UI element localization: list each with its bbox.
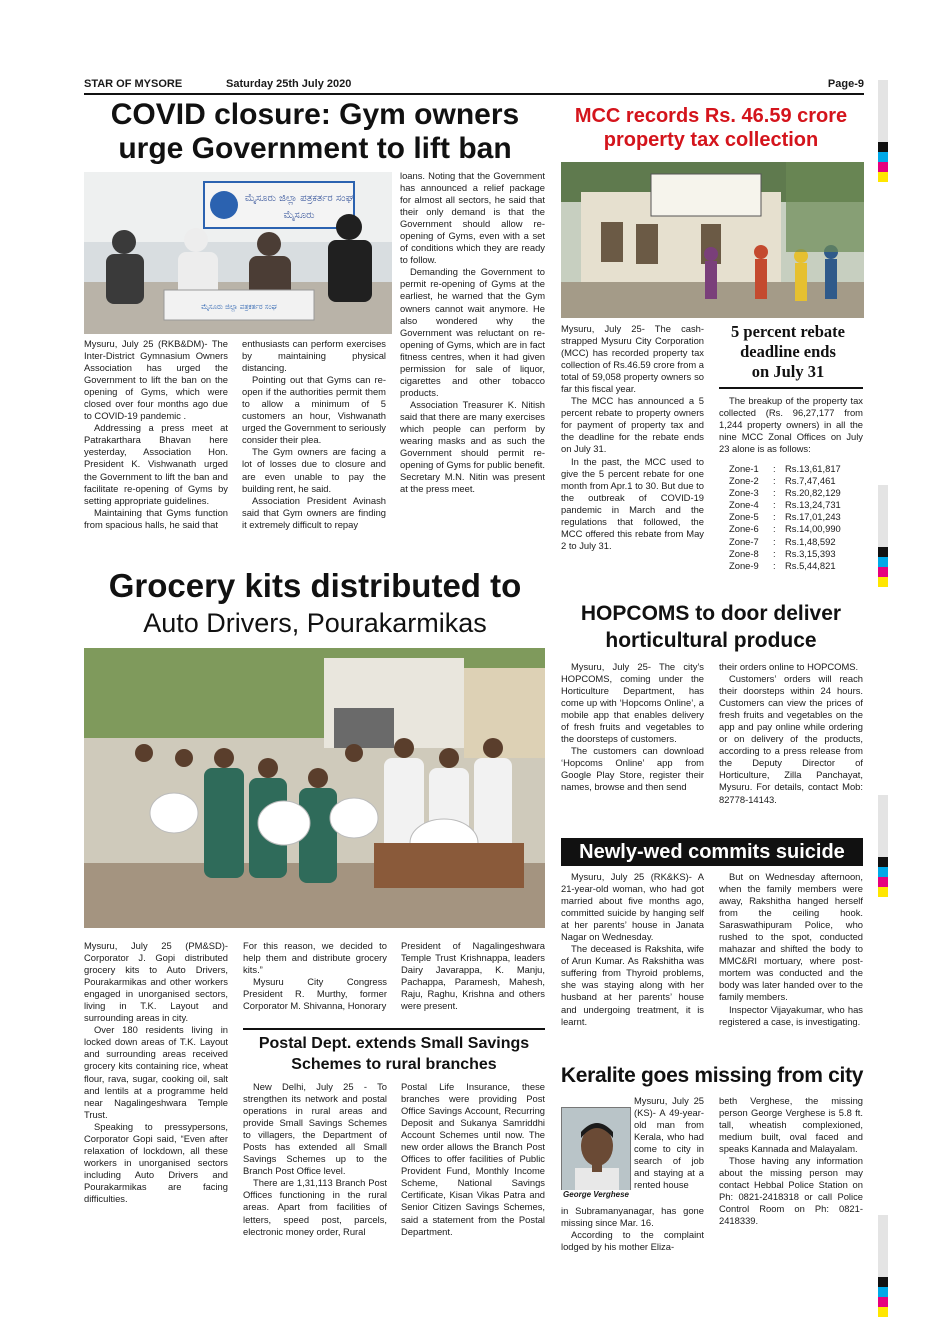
zone-name: Zone-6	[729, 523, 759, 535]
hopcoms-headline	[555, 600, 867, 654]
gym-headline	[80, 98, 550, 165]
zone-row	[729, 475, 859, 487]
suicide-paragraph: But on Wednesday afternoon, when the family members were away, Rakshitha hanged herself from the ceiling hook. Saraswathipuram Police, who rushed to the spot, conducted mahazar and shifted the body to MMC&RI mortuary, where post-mortem was conducted and the body was later handed over to the family members.	[719, 871, 863, 1003]
suicide-column-1	[561, 871, 704, 1056]
mcc-office-photo	[561, 162, 864, 318]
grocery-column-2	[243, 940, 387, 1020]
grocery-paragraph: For this reason, we decided to help them and distribute grocery kits.”	[243, 940, 387, 976]
zone-row	[729, 523, 859, 535]
zone-row	[729, 499, 859, 511]
grocery-paragraph: President of Nagalingeshwara Temple Trust Krishnappa, leaders Dairy Javarappa, K. Manju, Pachappa, Paramesh, Mahesh, Raju, Raghu, Krishna and others were present.	[401, 940, 545, 1012]
mcc-headline	[555, 104, 867, 152]
zone-separator: :	[773, 547, 776, 559]
zone-amount: Rs.13,61,817	[785, 463, 841, 474]
zone-name: Zone-1	[729, 463, 759, 474]
postal-headline-line1: Postal Dept. extends Small Savings	[258, 1035, 530, 1052]
gym-paragraph: enthusiasts can perform exercises by maintaining physical distancing.	[242, 338, 386, 374]
postal-column-1	[243, 1081, 387, 1271]
banner-kannada-text-2: ಮೈಸೂರು	[283, 210, 315, 221]
grocery-column-3	[401, 940, 545, 1020]
zone-separator: :	[773, 535, 776, 547]
mcc-headline-line2: property tax collection	[603, 129, 819, 151]
missing-paragraph: Those having any information about the missing person may contact Hebbal Police Station on Ph: 0821-2418318 or call Police Control Room on Ph: 0821-2418339.	[719, 1155, 863, 1227]
masthead	[84, 78, 864, 92]
mcc-column-1	[561, 323, 704, 588]
registration-marks-top	[878, 80, 888, 182]
gym-paragraph: Addressing a press meet at Patrakarthara Bhavan here yesterday, Association Hon. President K. Vishwanath urged the Government to lift the ban and facilitate re-opening of Gyms by setting appropriate guidelines.	[84, 422, 228, 506]
mcc-column-2	[719, 395, 863, 461]
mcc-paragraph: In the past, the MCC used to give the 5 percent rebate for one month from Apr.1 to 30. But due to the outbreak of COVID-19 pandemic in March and the regulations that followed, the MCC offered this rebate from May 2 to July 31.	[561, 455, 704, 551]
gym-paragraph: Demanding the Government to permit re-opening of Gyms at the earliest, he warned that the Gym owners cannot wait anymore. He also wondered why the Government was reluctant on re-opening of Gyms, which are in fact fitness centres, when it had given permission for sale of liquor, cigarettes and other tobacco products.	[400, 266, 545, 398]
grocery-headline	[80, 566, 550, 640]
postal-column-2	[401, 1081, 545, 1271]
mcc-paragraph: The breakup of the property tax collected (Rs. 96,27,177 from 1,244 property owners) in all the nine MCC Zonal Offices on July 23 alone is as follows:	[719, 395, 863, 455]
zone-separator: :	[773, 487, 776, 499]
hopcoms-headline-line1: HOPCOMS to door deliver	[580, 602, 842, 625]
missing-person-photo	[561, 1107, 631, 1199]
zone-separator: :	[773, 559, 776, 571]
grocery-headline-line2: Auto Drivers, Pourakarmikas	[143, 608, 487, 638]
missing-paragraph: beth Verghese, the missing person George Verghese is 5.8 ft. tall, wheatish complexioned, medium built, oval faced and speaks Kannada and Malayalam.	[719, 1095, 863, 1155]
missing-paragraph: Mysuru, July 25 (KS)- A 49-year-old man from Kerala, who had come to city in search of job and staying at a rented house	[634, 1095, 704, 1191]
zone-amount: Rs.7,47,461	[785, 475, 836, 487]
missing-paragraph: According to the complaint lodged by his mother Eliza-	[561, 1229, 704, 1253]
hopcoms-column-1	[561, 661, 704, 829]
zone-amount: Rs.20,82,129	[785, 487, 841, 499]
postal-top-rule	[243, 1028, 545, 1030]
zone-name: Zone-7	[729, 535, 759, 547]
mcc-headline-line1: MCC records Rs. 46.59 crore	[574, 105, 848, 127]
registration-marks-lower	[878, 795, 888, 897]
zone-name: Zone-4	[729, 499, 759, 511]
grocery-headline-line1: Grocery kits distributed to	[108, 567, 522, 604]
grocery-paragraph: Over 180 residents living in locked down areas of T.K. Layout and surrounding areas received grocery kits containing rice, wheat flour, rava, sugar, cooking oil, salt and lentils at a programme held near Nagalingeshwara Temple Trust.	[84, 1024, 228, 1120]
zone-name: Zone-3	[729, 487, 759, 499]
hopcoms-headline-line2: horticultural produce	[605, 629, 817, 652]
mcc-subhead-line1: 5 percent rebate	[731, 322, 845, 341]
postal-paragraph: New Delhi, July 25 - To strengthen its network and postal operations in rural areas and provide Small Savings Schemes to villagers, the Department of Posts has extended all Small Savings Schemes up to the Branch Post Office level.	[243, 1081, 387, 1177]
mcc-subhead-line2: deadline ends	[740, 341, 836, 361]
paper-name: STAR OF MYSORE	[84, 78, 183, 90]
gym-headline-line1: COVID closure: Gym owners	[110, 98, 520, 131]
postal-headline-line2: Schemes to rural branches	[291, 1056, 497, 1073]
registration-marks-middle	[878, 485, 888, 587]
gym-column-1	[84, 338, 228, 568]
zone-row	[729, 487, 859, 499]
postal-paragraph: There are 1,31,113 Branch Post Offices functioning in the rural areas. Apart from facilities of letters, speed post, parcels, electronic money order, Rural	[243, 1177, 387, 1237]
zone-separator: :	[773, 523, 776, 535]
banner-kannada-text: ಮೈಸೂರು ಜಿಲ್ಲಾ ಪತ್ರಕರ್ತರ ಸಂಘ	[244, 193, 354, 204]
zone-amount: Rs.13,24,731	[785, 499, 841, 511]
zone-name: Zone-8	[729, 547, 759, 559]
missing-paragraph: in Subramanyanagar, has gone missing since Mar. 16.	[561, 1205, 704, 1229]
masthead-rule	[84, 93, 864, 95]
zone-separator: :	[773, 511, 776, 523]
suicide-headline: Newly-wed commits suicide	[561, 838, 863, 866]
issue-date: Saturday 25th July 2020	[226, 78, 352, 90]
zone-name: Zone-9	[729, 559, 759, 571]
suicide-paragraph: Inspector Vijayakumar, who has registered a case, is investigating.	[719, 1003, 863, 1027]
zone-collection-list	[729, 463, 859, 572]
gym-column-2	[242, 338, 386, 568]
zone-amount: Rs.17,01,243	[785, 511, 841, 523]
grocery-column-1	[84, 940, 228, 1270]
zone-name: Zone-2	[729, 475, 759, 487]
grocery-distribution-photo	[84, 648, 545, 928]
suicide-paragraph: The deceased is Rakshita, wife of Arun Kumar. As Rakshitha was suffering from Thyroid problems, she was staying along with her husband at her parents’ house and undergoing treatment, it is learnt.	[561, 943, 704, 1027]
gym-paragraph: The Gym owners are facing a lot of losses due to closure and are even unable to pay the building rent, he said.	[242, 446, 386, 494]
mcc-paragraph: The MCC has announced a 5 percent rebate to property owners for payment of property tax and the deadline for the rebate ends on July 31.	[561, 395, 704, 455]
zone-row	[729, 548, 859, 560]
grocery-paragraph: Speaking to pressypersons, Corporator Gopi said, “Even after relaxation of lockdown, all these workers in unorganised sectors including Auto Drivers and Pourakarmikas are facing difficulties.	[84, 1120, 228, 1204]
hopcoms-column-2	[719, 661, 863, 829]
gym-paragraph: Association President Avinash said that Gym owners are finding it extremely difficult to repay	[242, 494, 386, 530]
mcc-subhead-rule	[719, 387, 863, 389]
hopcoms-paragraph: their orders online to HOPCOMS.	[719, 661, 859, 672]
missing-headline: Keralite goes missing from city	[560, 1064, 864, 1087]
hopcoms-paragraph: Mysuru, July 25- The city’s HOPCOMS, coming under the Horticulture Department, has come up with ‘Hopcoms Online’, a mobile app that enables delivery of fresh fruits and vegetables to the doorsteps of customers.	[561, 661, 704, 745]
zone-amount: Rs.1,48,592	[785, 535, 836, 547]
gym-paragraph: Mysuru, July 25 (RKB&DM)- The Inter-District Gymnasium Owners Association has urged the Government to lift the ban on the opening of Gyms, which were closed over four months ago due to COVID-19 pandemic .	[84, 338, 228, 422]
registration-marks-bottom	[878, 1215, 888, 1317]
gym-column-3	[400, 170, 545, 568]
mcc-paragraph: Mysuru, July 25- The cash-strapped Mysuru City Corporation (MCC) has recorded property tax collection of Rs.46.59 crore from a total of 59,058 property owners so far this fiscal year.	[561, 323, 704, 395]
missing-photo-caption: George Verghese	[561, 1190, 631, 1201]
postal-headline	[238, 1033, 550, 1075]
missing-column-2	[719, 1095, 863, 1265]
page-number: Page-9	[827, 78, 864, 90]
suicide-column-2	[719, 871, 863, 1056]
gym-paragraph: Maintaining that Gyms function from spacious halls, he said that	[84, 506, 228, 530]
svg-text:ಮೈಸೂರು ಜಿಲ್ಲಾ ಪತ್ರಕರ್ತರ ಸಂಘ: ಮೈಸೂರು ಜಿಲ್ಲಾ ಪತ್ರಕರ್ತರ ಸಂಘ	[201, 303, 277, 311]
grocery-paragraph: Mysuru, July 25 (PM&SD)- Corporator J. Gopi distributed grocery kits to Auto Drivers, Pourakarmikas and other workers engaged in unorganised sectors, living in T.K. Layout and surrounding areas in city.	[84, 940, 228, 1024]
zone-amount: Rs.3,15,393	[785, 547, 836, 559]
gym-headline-line2: urge Government to lift ban	[118, 131, 512, 165]
zone-row	[729, 463, 859, 475]
hopcoms-paragraph: The customers can download ‘Hopcoms Online’ app from Google Play Store, register their names, browse and then send	[561, 745, 704, 793]
zone-separator: :	[773, 463, 776, 474]
suicide-paragraph: Mysuru, July 25 (RK&KS)- A 21-year-old woman, who had got married about five months ago, committed suicide by hanging self at her parents’ house in Janata Nagar on Wednesday.	[561, 871, 704, 943]
hopcoms-paragraph: Customers’ orders will reach their doorsteps within 24 hours. Customers can view the prices of fresh fruits and vegetables on the app and pay online while ordering or on delivery of the products, according to a press release from the Deputy Director of Horticulture, Zilla Panchayat, Mysuru. For details, contact Mob: 82778-14143.	[719, 673, 863, 805]
missing-column-beside-photo	[634, 1095, 704, 1203]
zone-separator: :	[773, 475, 776, 487]
gym-paragraph: loans. Noting that the Government has announced a relief package for almost all sectors, he said that their only demand is that the Government should allow re-opening of Gyms, even with a set of conditions which they are ready to follow.	[400, 170, 545, 266]
mcc-subhead-line3: on July 31	[751, 361, 825, 381]
missing-column-1	[561, 1205, 704, 1265]
zone-separator: :	[773, 499, 776, 511]
gym-press-meet-photo	[84, 172, 392, 334]
mcc-subhead	[713, 322, 863, 381]
zone-row	[729, 560, 859, 572]
zone-row	[729, 536, 859, 548]
zone-row	[729, 511, 859, 523]
gym-paragraph: Association Treasurer K. Nitish said that there are many exercises which people can perform by wearing masks and as such the Government should permit re-opening of Gyms for public benefit. Secretary M.N. Nitin was present at the press meet.	[400, 398, 545, 495]
grocery-paragraph: Mysuru City Congress President R. Murthy, former Corporator M. Shivanna, Honorary	[243, 976, 387, 1012]
zone-name: Zone-5	[729, 511, 759, 523]
gym-paragraph: Pointing out that Gyms can re-open if the authorities permit them to allow a minimum of 5 customers an hour, Vishwanath urged the Government to seriously consider their plea.	[242, 374, 386, 446]
postal-paragraph: Postal Life Insurance, these branches were providing Post Office Savings Account, Recurring Deposit and Sukanya Samriddhi Account Schemes until now. The new order allows the Branch Post Offices to offer facilities of Public Provident Fund, Monthly Income Scheme, National Savings Certificate, Kisan Vikas Patra and Senior Citizen Savings Schemes, said a statement from the Postal Department.	[401, 1081, 545, 1237]
zone-amount: Rs.5,44,821	[785, 559, 836, 571]
zone-amount: Rs.14,00,990	[785, 523, 841, 535]
